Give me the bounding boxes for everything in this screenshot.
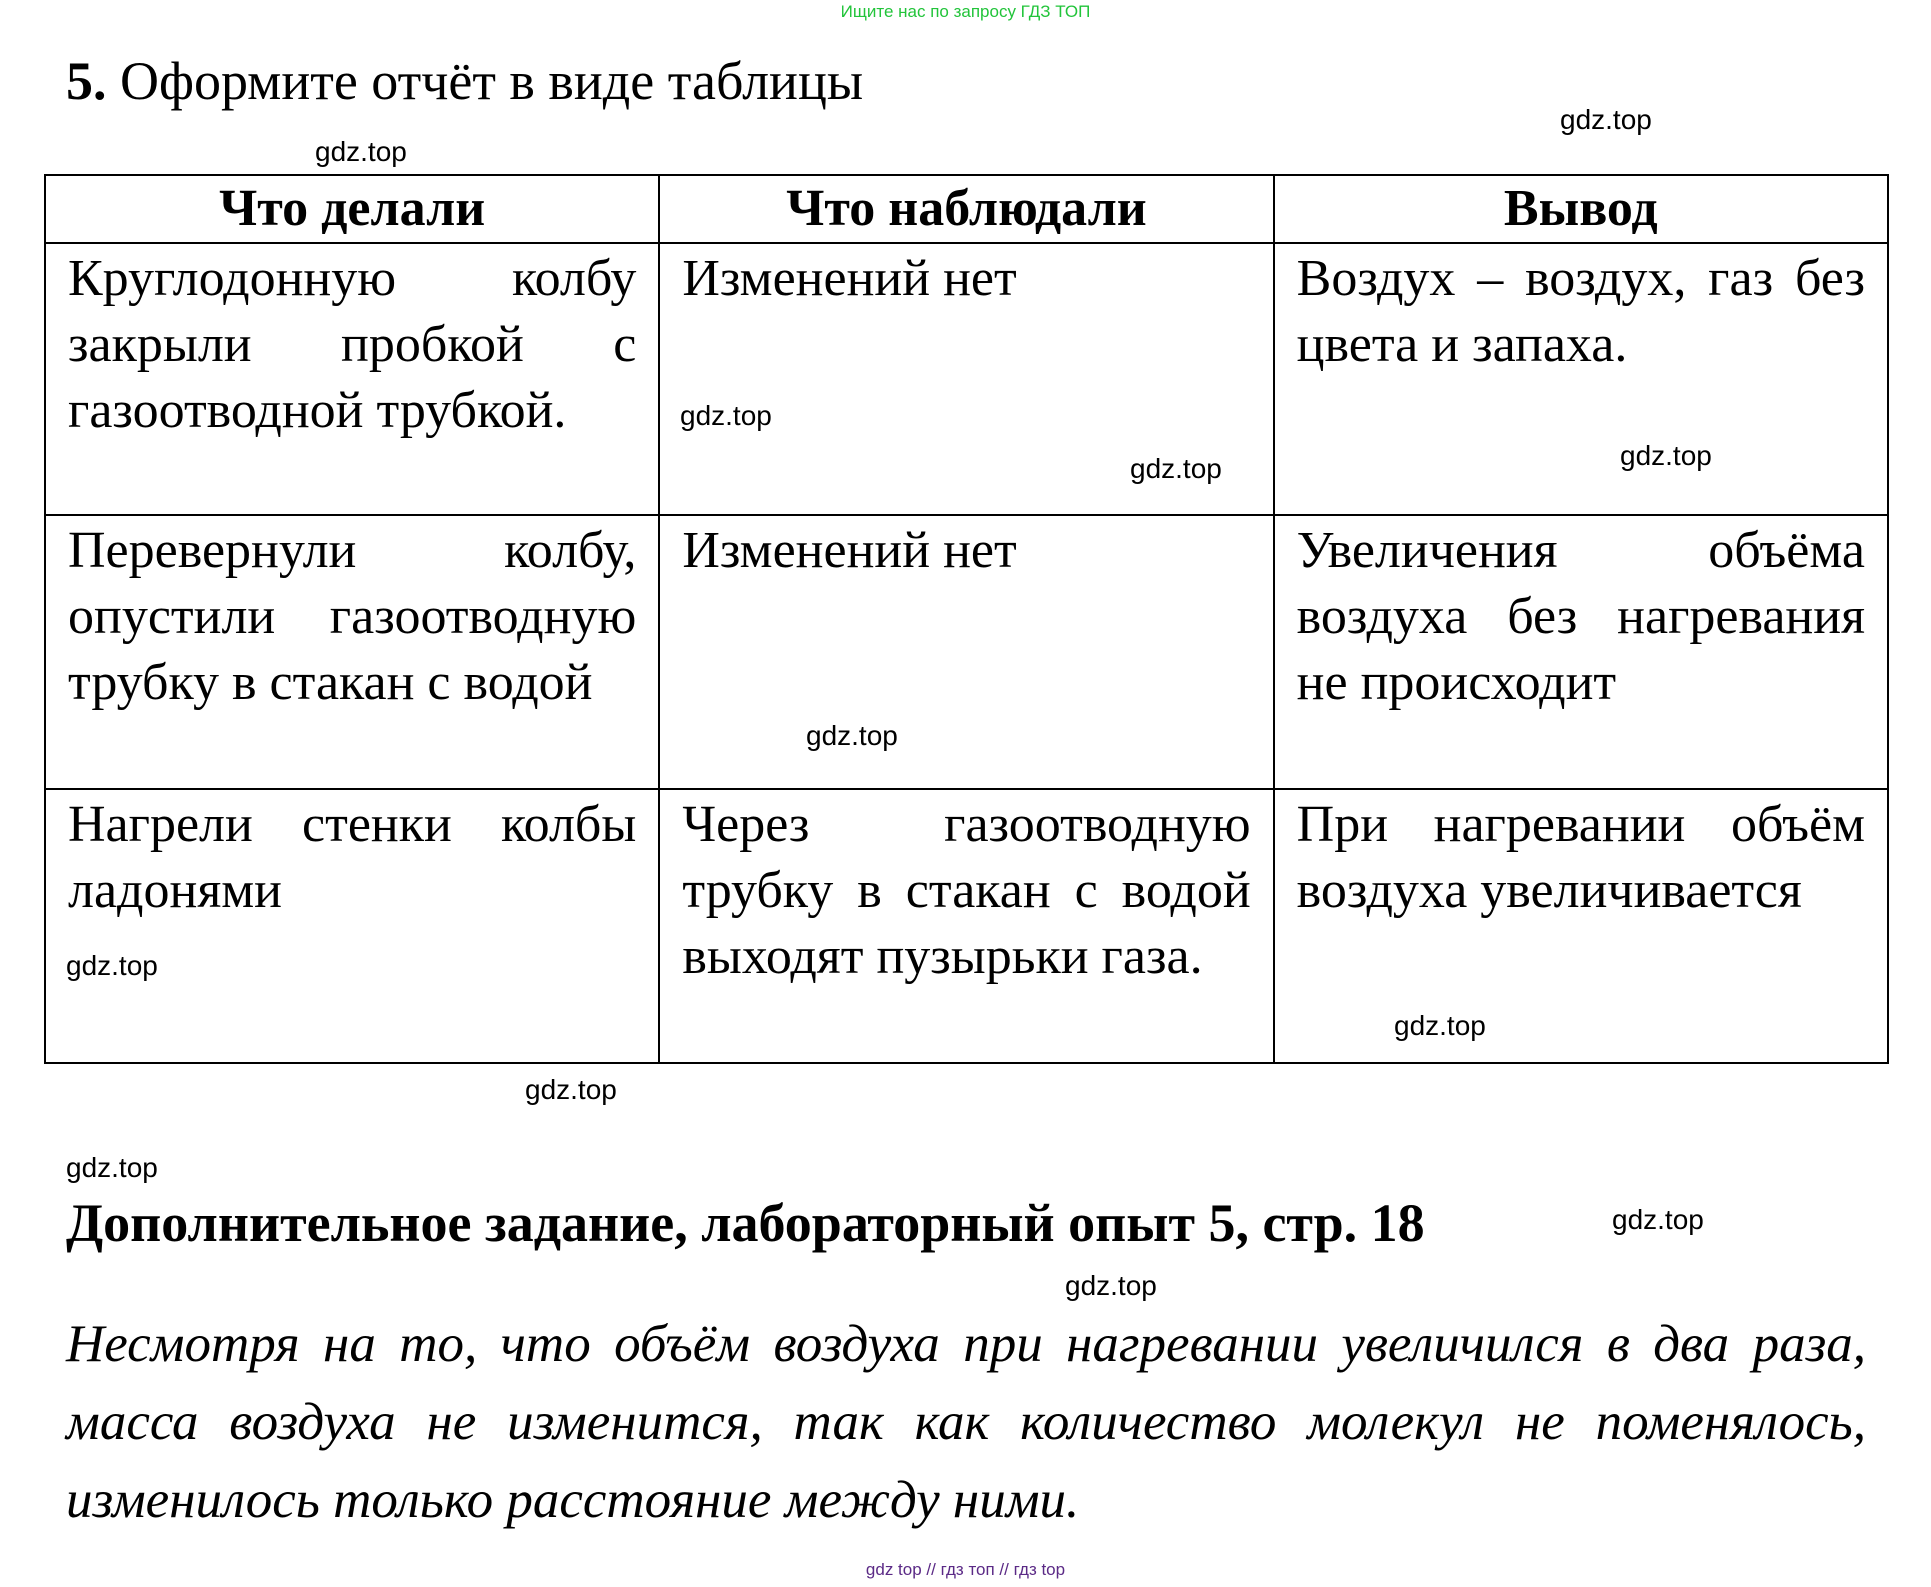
table-cell: Увеличения объёма воздуха без нагревания не происходит xyxy=(1274,515,1888,789)
header-cell: Что наблюдали xyxy=(659,175,1273,243)
table-cell: Изменений нет xyxy=(659,515,1273,789)
watermark: gdz.top xyxy=(1130,453,1222,484)
extra-task-heading: Дополнительное задание, лабораторный опыт 5, стр. 18 xyxy=(66,1193,1425,1253)
watermark: gdz.top xyxy=(1620,440,1712,471)
table-cell: Нагрели стенки колбы ладонями xyxy=(45,789,659,1063)
watermark: gdz.top xyxy=(680,400,772,431)
watermark: gdz.top xyxy=(1394,1010,1486,1041)
extra-task-answer: Несмотря на то, что объём воздуха при нагревании увеличился в два раза, масса воздуха не изменится, так как количество молекул не поменялось, изменилось только расстояние между ними. xyxy=(66,1315,1866,1529)
watermark: gdz.top xyxy=(66,950,158,981)
table-row xyxy=(45,789,1888,1063)
watermark: gdz.top xyxy=(1612,1204,1704,1235)
header-cell: Что делали xyxy=(45,175,659,243)
top-note: Ищите нас по запросу ГДЗ ТОП xyxy=(840,2,1091,21)
footer-note: gdz top // гдз топ // гдз top xyxy=(865,1560,1066,1579)
watermark: gdz.top xyxy=(1065,1270,1157,1301)
task-number: 5. xyxy=(66,51,107,111)
watermark: gdz.top xyxy=(806,720,898,751)
watermark: gdz.top xyxy=(525,1074,617,1105)
watermark: gdz.top xyxy=(66,1152,158,1183)
task-text: Оформите отчёт в виде таблицы xyxy=(120,51,864,111)
watermark: gdz.top xyxy=(1560,104,1652,135)
table-cell: Через газоотводную трубку в стакан с водой выходят пузырьки газа. xyxy=(659,789,1273,1063)
header-cell: Вывод xyxy=(1274,175,1888,243)
table-cell: Воздух – воздух, газ без цвета и запаха. xyxy=(1274,243,1888,515)
report-table xyxy=(44,174,1889,1064)
table-cell: Изменений нет xyxy=(659,243,1273,515)
watermark: gdz.top xyxy=(315,136,407,167)
table-cell: При нагревании объём воздуха увеличивается xyxy=(1274,789,1888,1063)
table-cell: Круглодонную колбу закрыли пробкой с газоотводной трубкой. xyxy=(45,243,659,515)
table-cell: Перевернули колбу, опустили газоотводную трубку в стакан с водой xyxy=(45,515,659,789)
table-row xyxy=(45,515,1888,789)
page-title xyxy=(66,50,863,112)
table-row xyxy=(45,243,1888,515)
table-header xyxy=(45,175,1888,243)
